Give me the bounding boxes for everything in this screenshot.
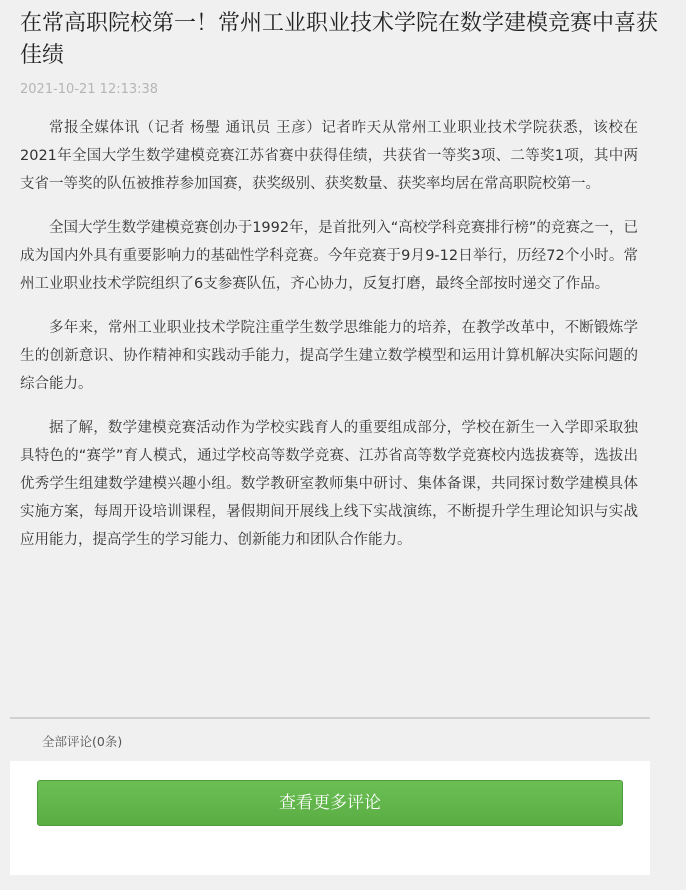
article-body	[20, 114, 638, 554]
view-more-comments-button[interactable]: 查看更多评论	[37, 780, 623, 826]
publish-date: 2021-10-21 12:13:38	[20, 82, 159, 97]
article-paragraph: 多年来，常州工业职业技术学院注重学生数学思维能力的培养，在教学改革中，不断锻炼学生的创新意识、协作精神和实践动手能力，提高学生建立数学模型和运用计算机解决实际问题的综合能力。	[20, 320, 638, 392]
article-paragraph: 常报全媒体讯（记者 杨璺 通讯员 王彦）记者昨天从常州工业职业技术学院获悉，该校在2021年全国大学生数学建模竞赛江苏省赛中获得佳绩，共获省一等奖3项、二等奖1项，其中两支省一等奖的队伍被推荐参加国赛，获奖级别、获奖数量、获奖率均居在常高职院校第一。	[20, 120, 638, 192]
comments-divider	[10, 717, 650, 719]
article-paragraph: 据了解，数学建模竞赛活动作为学校实践育人的重要组成部分，学校在新生一入学即采取独具特色的“赛学”育人模式，通过学校高等数学竞赛、江苏省高等数学竞赛校内选拔赛等，选拔出优秀学生组建数学建模兴趣小组。数学教研室教师集中研讨、集体备课，共同探讨数学建模具体实施方案，每周开设培训课程，暑假期间开展线上线下实战演练，不断提升学生理论知识与实战应用能力，提高学生的学习能力、创新能力和团队合作能力。	[20, 420, 638, 548]
comment-count: 全部评论(0条)	[42, 734, 123, 749]
comments-panel	[10, 761, 650, 875]
article-title: 在常高职院校第一！常州工业职业技术学院在数学建模竞赛中喜获佳绩	[20, 11, 659, 68]
article-paragraph: 全国大学生数学建模竞赛创办于1992年，是首批列入“高校学科竞赛排行榜”的竞赛之一，已成为国内外具有重要影响力的基础性学科竞赛。今年竞赛于9月9-12日举行，历经72个小时。常州工业职业技术学院组织了6支参赛队伍，齐心协力，反复打磨，最终全部按时递交了作品。	[20, 220, 638, 292]
